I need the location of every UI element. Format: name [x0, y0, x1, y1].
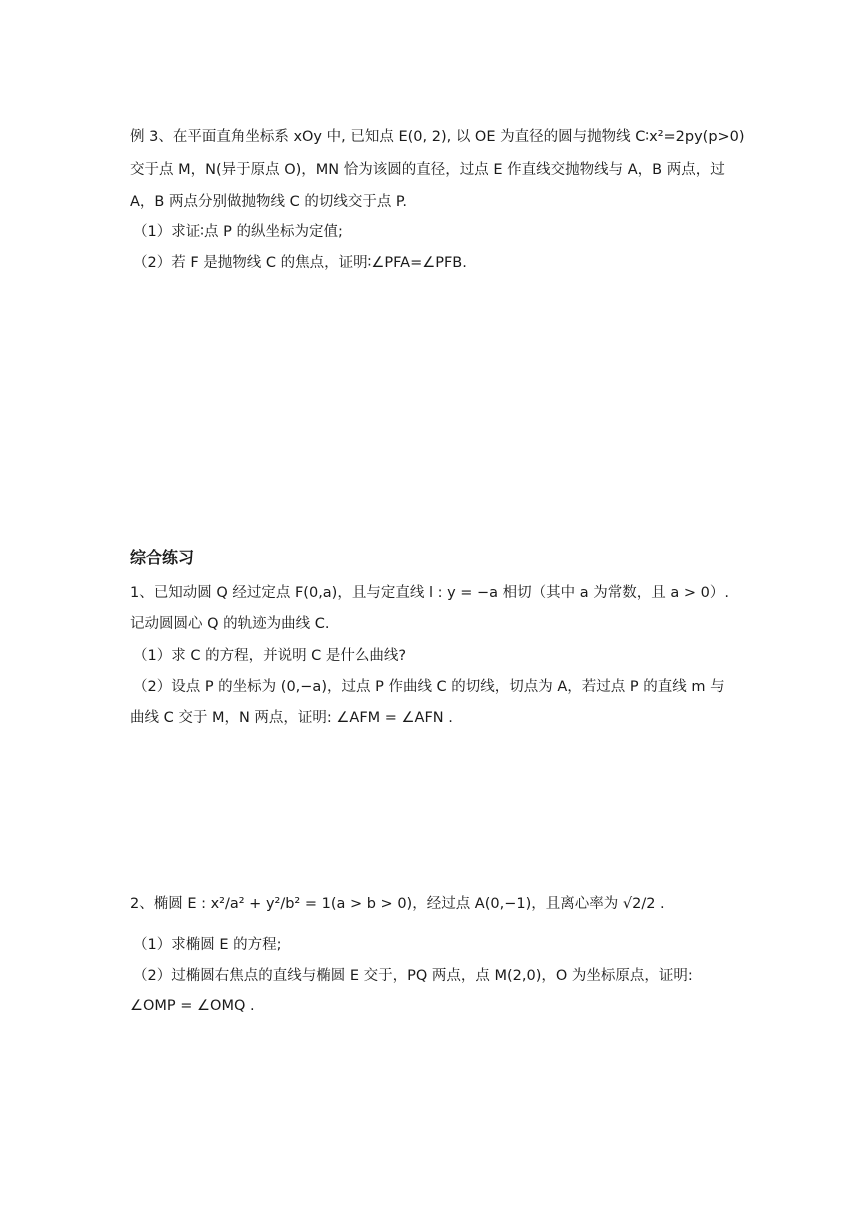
section-title: 综合练习 — [130, 548, 195, 567]
example3-line-2: 交于点 M，N(异于原点 O)，MN 恰为该圆的直径，过点 E 作直线交抛物线与 A，B 两点，过 — [130, 162, 725, 178]
example3-line-1: 例 3、在平面直角坐标系 xOy 中, 已知点 E(0, 2), 以 OE 为直径的圆与抛物线 C∶x²=2py(p>0) — [130, 129, 745, 145]
exercise2-line-1: 2、椭圆 E : x²/a² + y²/b² = 1(a > b > 0)，经过点 A(0,−1)，且离心率为 √2/2 . — [130, 896, 665, 912]
exercise1-question-2-line-2: 曲线 C 交于 M，N 两点，证明: ∠AFM = ∠AFN . — [130, 710, 453, 726]
example3-line-3: A，B 两点分别做抛物线 C 的切线交于点 P. — [130, 194, 408, 210]
exercise2-question-1: （1）求椭圆 E 的方程; — [133, 937, 282, 953]
exercise2-question-2-line-1: （2）过椭圆右焦点的直线与椭圆 E 交于，PQ 两点，点 M(2,0)，O 为坐标原点，证明: — [133, 968, 693, 984]
exercise1-question-2-line-1: （2）设点 P 的坐标为 (0,−a)，过点 P 作曲线 C 的切线，切点为 A，若过点 P 的直线 m 与 — [133, 679, 725, 695]
exercise1-line-1: 1、已知动圆 Q 经过定点 F(0,a)，且与定直线 l : y = −a 相切（其中 a 为常数，且 a > 0）. — [130, 585, 729, 601]
example3-question-2: （2）若 F 是抛物线 C 的焦点，证明∶∠PFA=∠PFB. — [133, 255, 467, 271]
exercise2-question-2-line-2: ∠OMP = ∠OMQ . — [130, 998, 255, 1014]
exercise1-line-2: 记动圆圆心 Q 的轨迹为曲线 C. — [130, 616, 330, 632]
example3-question-1: （1）求证∶点 P 的纵坐标为定值; — [133, 224, 343, 240]
exercise1-question-1: （1）求 C 的方程，并说明 C 是什么曲线? — [133, 648, 407, 664]
